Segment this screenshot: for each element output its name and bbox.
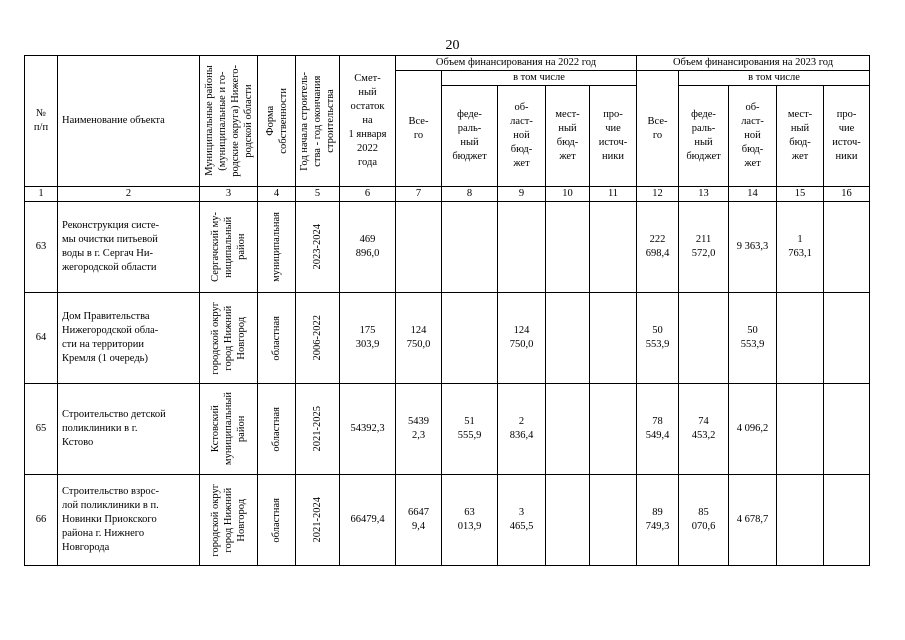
total-2023: 89 749,3	[637, 475, 679, 566]
municipal-district: Кстовский муниципальный район	[200, 384, 258, 475]
estimated-balance: 175 303,9	[340, 293, 396, 384]
header-fin-2023: Объем финансирования на 2023 год	[637, 56, 870, 71]
column-number: 14	[729, 187, 777, 202]
local-2023: 1 763,1	[777, 202, 824, 293]
ownership-form: областная	[258, 384, 296, 475]
regional-2023: 50 553,9	[729, 293, 777, 384]
column-number: 11	[590, 187, 637, 202]
regional-2022: 124 750,0	[498, 293, 546, 384]
column-number: 4	[258, 187, 296, 202]
regional-2022: 3 465,5	[498, 475, 546, 566]
header-total-2023: Все- го	[637, 71, 679, 187]
municipal-district: городской округ город Нижний Новгород	[200, 475, 258, 566]
header-ownership: Форма собственности	[258, 56, 296, 187]
regional-2022	[498, 202, 546, 293]
header-other-2022: про- чие источ- ники	[590, 86, 637, 187]
page-number: 20	[445, 38, 460, 53]
financing-table	[24, 55, 870, 566]
header-num: № п/п	[25, 56, 58, 187]
federal-2023: 211 572,0	[679, 202, 729, 293]
total-2023: 222 698,4	[637, 202, 679, 293]
row-num: 64	[25, 293, 58, 384]
construction-years: 2006-2022	[296, 293, 340, 384]
column-number: 2	[58, 187, 200, 202]
other-2023	[824, 475, 870, 566]
local-2022	[546, 475, 590, 566]
header-regional-2022: об- ласт- ной бюд- жет	[498, 86, 546, 187]
table-row	[25, 384, 870, 475]
column-number: 10	[546, 187, 590, 202]
federal-2022: 51 555,9	[442, 384, 498, 475]
header-including-2022: в том числе	[442, 71, 637, 86]
header-local-2023: мест- ный бюд- жет	[777, 86, 824, 187]
municipal-district: городской округ город Нижний Новгород	[200, 293, 258, 384]
header-years: Год начала строитель- ства - год окончания строительства	[296, 56, 340, 187]
total-2022	[396, 202, 442, 293]
local-2023	[777, 293, 824, 384]
column-number: 5	[296, 187, 340, 202]
local-2023	[777, 475, 824, 566]
header-municipal: Муниципальные районы (муниципальные и го- родские округа) Нижего- родской области	[200, 56, 258, 187]
local-2022	[546, 293, 590, 384]
header-fin-2022: Объем финансирования на 2022 год	[396, 56, 637, 71]
table-row	[25, 293, 870, 384]
total-2022: 5439 2,3	[396, 384, 442, 475]
total-2022: 6647 9,4	[396, 475, 442, 566]
total-2023: 50 553,9	[637, 293, 679, 384]
row-num: 63	[25, 202, 58, 293]
column-number: 6	[340, 187, 396, 202]
column-number: 12	[637, 187, 679, 202]
header-federal-2023: феде- раль- ный бюджет	[679, 86, 729, 187]
estimated-balance: 54392,3	[340, 384, 396, 475]
column-number: 15	[777, 187, 824, 202]
header-total-2022: Все- го	[396, 71, 442, 187]
local-2023	[777, 384, 824, 475]
header-balance: Смет- ный остаток на 1 января 2022 года	[340, 56, 396, 187]
column-number: 16	[824, 187, 870, 202]
local-2022	[546, 384, 590, 475]
table-row	[25, 475, 870, 566]
federal-2023	[679, 293, 729, 384]
row-num: 65	[25, 384, 58, 475]
header-federal-2022: феде- раль- ный бюджет	[442, 86, 498, 187]
construction-years: 2021-2024	[296, 475, 340, 566]
object-name: Строительство детской поликлиники в г. Кстово	[58, 384, 200, 475]
regional-2023: 4 096,2	[729, 384, 777, 475]
column-number: 8	[442, 187, 498, 202]
column-number: 9	[498, 187, 546, 202]
header-other-2023: про- чие источ- ники	[824, 86, 870, 187]
regional-2022: 2 836,4	[498, 384, 546, 475]
column-numbers-row	[25, 187, 870, 202]
federal-2022: 63 013,9	[442, 475, 498, 566]
regional-2023: 9 363,3	[729, 202, 777, 293]
other-2023	[824, 202, 870, 293]
column-number: 7	[396, 187, 442, 202]
ownership-form: областная	[258, 293, 296, 384]
object-name: Строительство взрос- лой поликлиники в п. Новинки Приокского района г. Нижнего Новгорода	[58, 475, 200, 566]
federal-2022	[442, 202, 498, 293]
other-2023	[824, 293, 870, 384]
construction-years: 2023-2024	[296, 202, 340, 293]
other-2022	[590, 384, 637, 475]
estimated-balance: 66479,4	[340, 475, 396, 566]
other-2023	[824, 384, 870, 475]
column-number: 3	[200, 187, 258, 202]
ownership-form: муниципальная	[258, 202, 296, 293]
other-2022	[590, 202, 637, 293]
header-including-2023: в том числе	[679, 71, 870, 86]
object-name: Дом Правительства Нижегородской обла- сти на территории Кремля (1 очередь)	[58, 293, 200, 384]
federal-2023: 74 453,2	[679, 384, 729, 475]
municipal-district: Сергачский му- ниципальный район	[200, 202, 258, 293]
other-2022	[590, 475, 637, 566]
column-number: 1	[25, 187, 58, 202]
federal-2022	[442, 293, 498, 384]
header-local-2022: мест- ный бюд- жет	[546, 86, 590, 187]
construction-years: 2021-2025	[296, 384, 340, 475]
local-2022	[546, 202, 590, 293]
column-number: 13	[679, 187, 729, 202]
ownership-form: областная	[258, 475, 296, 566]
object-name: Реконструкция систе- мы очистки питьевой воды в г. Сергач Ни- жегородской области	[58, 202, 200, 293]
total-2023: 78 549,4	[637, 384, 679, 475]
table-row	[25, 202, 870, 293]
header-regional-2023: об- ласт- ной бюд- жет	[729, 86, 777, 187]
federal-2023: 85 070,6	[679, 475, 729, 566]
other-2022	[590, 293, 637, 384]
total-2022: 124 750,0	[396, 293, 442, 384]
estimated-balance: 469 896,0	[340, 202, 396, 293]
regional-2023: 4 678,7	[729, 475, 777, 566]
row-num: 66	[25, 475, 58, 566]
header-name: Наименование объекта	[58, 56, 200, 187]
